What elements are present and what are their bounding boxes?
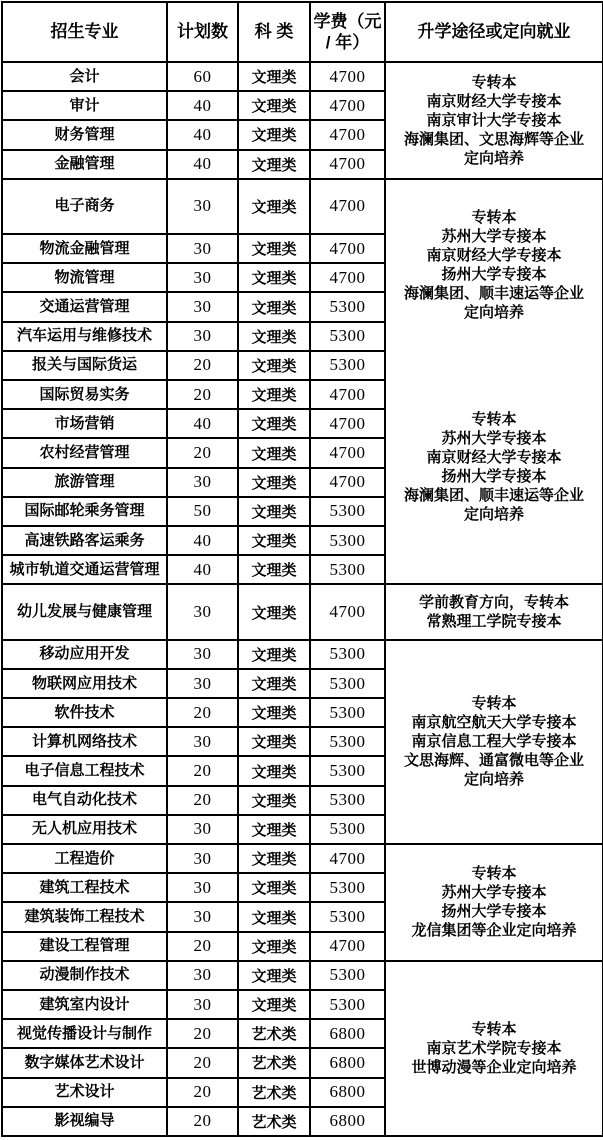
note-cell: [385, 961, 603, 1136]
category-cell: 文理类: [238, 322, 310, 351]
major-cell: 农村经营管理: [2, 438, 167, 467]
note-line: 南京财经大学专接本: [426, 247, 562, 265]
category-cell: 文理类: [238, 438, 310, 467]
fee-cell: 6800: [310, 1107, 385, 1136]
table-row: [2, 640, 603, 669]
note-line: 南京艺术学院专接本: [426, 1039, 562, 1057]
fee-cell: 4700: [310, 234, 385, 263]
plan-cell: 20: [167, 786, 238, 815]
note-cell: [385, 844, 603, 961]
major-cell: 国际邮轮乘务管理: [2, 497, 167, 526]
note-line: 海澜集团、顺丰速运等企业: [403, 285, 584, 303]
plan-cell: 30: [167, 727, 238, 756]
note-line: 学前教育方向，专转本: [418, 594, 569, 612]
category-cell: 艺术类: [238, 1048, 310, 1077]
major-cell: 审计: [2, 91, 167, 120]
fee-cell: 5300: [310, 555, 385, 584]
category-cell: 文理类: [238, 380, 310, 409]
plan-cell: 20: [167, 698, 238, 727]
note-line: 专转本: [471, 1020, 517, 1038]
category-cell: 文理类: [238, 120, 310, 149]
category-cell: 文理类: [238, 990, 310, 1019]
category-cell: 文理类: [238, 584, 310, 639]
major-cell: 艺术设计: [2, 1078, 167, 1107]
note-cell: [385, 640, 603, 844]
fee-cell: 5300: [310, 990, 385, 1019]
note-line: 南京审计大学专接本: [426, 111, 562, 129]
note-line: 文思海辉、通富微电等企业: [403, 752, 584, 770]
category-cell: 艺术类: [238, 1107, 310, 1136]
fee-cell: 4700: [310, 179, 385, 234]
plan-cell: 40: [167, 120, 238, 149]
plan-cell: 30: [167, 179, 238, 234]
major-cell: 建筑室内设计: [2, 990, 167, 1019]
fee-cell: 4700: [310, 263, 385, 292]
fee-cell: 5300: [310, 961, 385, 990]
fee-cell: 5300: [310, 756, 385, 785]
plan-cell: 30: [167, 263, 238, 292]
category-cell: 文理类: [238, 669, 310, 698]
plan-cell: 30: [167, 468, 238, 497]
category-cell: 艺术类: [238, 1019, 310, 1048]
category-cell: 文理类: [238, 179, 310, 234]
note-line: 扬州大学专接本: [441, 468, 547, 486]
table-row: [2, 179, 603, 234]
note-line: 扬州大学专接本: [441, 903, 547, 921]
fee-cell: 5300: [310, 322, 385, 351]
fee-cell: 5300: [310, 727, 385, 756]
category-cell: 文理类: [238, 292, 310, 321]
major-cell: 建筑装饰工程技术: [2, 902, 167, 931]
plan-cell: 20: [167, 1048, 238, 1077]
fee-cell: 5300: [310, 786, 385, 815]
note-line: 定向培养: [463, 304, 524, 322]
plan-cell: 20: [167, 438, 238, 467]
header-major: 招生专业: [2, 2, 167, 62]
table-row: [2, 351, 603, 380]
header-tuition: [310, 2, 385, 62]
category-cell: 文理类: [238, 873, 310, 902]
header-category: 科 类: [238, 2, 310, 62]
note-line: 南京财经大学专接本: [426, 449, 562, 467]
major-cell: 国际贸易实务: [2, 380, 167, 409]
fee-cell: 5300: [310, 351, 385, 380]
fee-cell: 4700: [310, 62, 385, 91]
major-cell: 汽车运用与维修技术: [2, 322, 167, 351]
fee-cell: 4700: [310, 120, 385, 149]
category-cell: 文理类: [238, 786, 310, 815]
major-cell: 电子信息工程技术: [2, 756, 167, 785]
header-plan-count: 计划数: [167, 2, 238, 62]
note-cell: [385, 351, 603, 585]
major-cell: 视觉传播设计与制作: [2, 1019, 167, 1048]
note-line: 龙信集团等企业定向培养: [411, 922, 577, 940]
plan-cell: 30: [167, 990, 238, 1019]
plan-cell: 30: [167, 844, 238, 873]
category-cell: 文理类: [238, 698, 310, 727]
fee-cell: 4700: [310, 150, 385, 179]
category-cell: 文理类: [238, 351, 310, 380]
fee-cell: 5300: [310, 292, 385, 321]
table-row: [2, 844, 603, 873]
plan-cell: 30: [167, 815, 238, 844]
header-tuition-line1: 学费（元: [313, 11, 382, 31]
note-line: 专转本: [471, 73, 517, 91]
category-cell: 文理类: [238, 555, 310, 584]
fee-cell: 4700: [310, 380, 385, 409]
note-line: 世博动漫等企业定向培养: [411, 1058, 577, 1076]
plan-cell: 30: [167, 902, 238, 931]
major-cell: 物联网应用技术: [2, 669, 167, 698]
major-cell: 物流金融管理: [2, 234, 167, 263]
fee-cell: 5300: [310, 698, 385, 727]
category-cell: 文理类: [238, 961, 310, 990]
major-cell: 建筑工程技术: [2, 873, 167, 902]
note-line: 苏州大学专接本: [441, 228, 547, 246]
major-cell: 影视编导: [2, 1107, 167, 1136]
fee-cell: 4700: [310, 91, 385, 120]
category-cell: 艺术类: [238, 1078, 310, 1107]
fee-cell: 5300: [310, 815, 385, 844]
major-cell: 数字媒体艺术设计: [2, 1048, 167, 1077]
category-cell: 文理类: [238, 234, 310, 263]
plan-cell: 40: [167, 409, 238, 438]
note-line: 专转本: [471, 209, 517, 227]
note-line: 南京信息工程大学专接本: [411, 733, 577, 751]
major-cell: 移动应用开发: [2, 640, 167, 669]
plan-cell: 20: [167, 1078, 238, 1107]
note-cell: [385, 62, 603, 179]
note-line: 海澜集团、文思海辉等企业: [403, 130, 584, 148]
header-tuition-line2: / 年）: [325, 33, 370, 52]
plan-cell: 30: [167, 584, 238, 639]
fee-cell: 4700: [310, 409, 385, 438]
category-cell: 文理类: [238, 844, 310, 873]
note-line: 定向培养: [463, 771, 524, 789]
note-line: 专转本: [471, 695, 517, 713]
plan-cell: 20: [167, 932, 238, 961]
fee-cell: 6800: [310, 1048, 385, 1077]
table-row: [2, 584, 603, 639]
plan-cell: 20: [167, 351, 238, 380]
plan-cell: 50: [167, 497, 238, 526]
plan-cell: 30: [167, 292, 238, 321]
category-cell: 文理类: [238, 756, 310, 785]
note-line: 常熟理工学院专接本: [426, 613, 562, 631]
header-pathway: 升学途径或定向就业: [385, 2, 603, 62]
category-cell: 文理类: [238, 932, 310, 961]
major-cell: 幼儿发展与健康管理: [2, 584, 167, 639]
major-cell: 城市轨道交通运营管理: [2, 555, 167, 584]
table-row: [2, 62, 603, 91]
category-cell: 文理类: [238, 727, 310, 756]
fee-cell: 5300: [310, 902, 385, 931]
category-cell: 文理类: [238, 150, 310, 179]
plan-cell: 20: [167, 1019, 238, 1048]
note-line: 南京财经大学专接本: [426, 92, 562, 110]
major-cell: 工程造价: [2, 844, 167, 873]
plan-cell: 40: [167, 555, 238, 584]
note-line: 扬州大学专接本: [441, 266, 547, 284]
table-row: [2, 961, 603, 990]
note-line: 定向培养: [463, 506, 524, 524]
category-cell: 文理类: [238, 263, 310, 292]
fee-cell: 4700: [310, 468, 385, 497]
fee-cell: 4700: [310, 438, 385, 467]
note-line: 专转本: [471, 865, 517, 883]
major-cell: 电气自动化技术: [2, 786, 167, 815]
category-cell: 文理类: [238, 468, 310, 497]
note-line: 专转本: [471, 411, 517, 429]
plan-cell: 30: [167, 873, 238, 902]
fee-cell: 4700: [310, 844, 385, 873]
fee-cell: 5300: [310, 640, 385, 669]
major-cell: 高速铁路客运乘务: [2, 526, 167, 555]
note-cell: [385, 179, 603, 351]
fee-cell: 5300: [310, 526, 385, 555]
major-cell: 财务管理: [2, 120, 167, 149]
major-cell: 电子商务: [2, 179, 167, 234]
category-cell: 文理类: [238, 815, 310, 844]
fee-cell: 5300: [310, 497, 385, 526]
plan-cell: 30: [167, 669, 238, 698]
major-cell: 旅游管理: [2, 468, 167, 497]
note-line: 南京航空航天大学专接本: [411, 714, 577, 732]
fee-cell: 6800: [310, 1019, 385, 1048]
major-cell: 物流管理: [2, 263, 167, 292]
plan-cell: 60: [167, 62, 238, 91]
note-line: 定向培养: [463, 149, 524, 167]
plan-cell: 20: [167, 756, 238, 785]
category-cell: 文理类: [238, 409, 310, 438]
major-cell: 计算机网络技术: [2, 727, 167, 756]
note-line: 海澜集团、顺丰速运等企业: [403, 487, 584, 505]
fee-cell: 4700: [310, 932, 385, 961]
note-line: 苏州大学专接本: [441, 430, 547, 448]
note-line: 苏州大学专接本: [441, 884, 547, 902]
category-cell: 文理类: [238, 91, 310, 120]
plan-cell: 30: [167, 961, 238, 990]
plan-cell: 30: [167, 640, 238, 669]
admission-plan-table: [1, 1, 603, 1137]
category-cell: 文理类: [238, 902, 310, 931]
category-cell: 文理类: [238, 497, 310, 526]
fee-cell: 6800: [310, 1078, 385, 1107]
plan-cell: 30: [167, 322, 238, 351]
major-cell: 交通运营管理: [2, 292, 167, 321]
fee-cell: 5300: [310, 669, 385, 698]
header-row: [2, 2, 603, 62]
major-cell: 建设工程管理: [2, 932, 167, 961]
plan-cell: 20: [167, 380, 238, 409]
plan-cell: 20: [167, 1107, 238, 1136]
major-cell: 无人机应用技术: [2, 815, 167, 844]
plan-cell: 40: [167, 150, 238, 179]
category-cell: 文理类: [238, 640, 310, 669]
plan-cell: 40: [167, 91, 238, 120]
category-cell: 文理类: [238, 526, 310, 555]
fee-cell: 4700: [310, 584, 385, 639]
note-cell: [385, 584, 603, 639]
category-cell: 文理类: [238, 62, 310, 91]
plan-cell: 30: [167, 234, 238, 263]
major-cell: 动漫制作技术: [2, 961, 167, 990]
plan-cell: 40: [167, 526, 238, 555]
table-body: [2, 62, 603, 1136]
major-cell: 报关与国际货运: [2, 351, 167, 380]
major-cell: 软件技术: [2, 698, 167, 727]
major-cell: 市场营销: [2, 409, 167, 438]
fee-cell: 5300: [310, 873, 385, 902]
major-cell: 金融管理: [2, 150, 167, 179]
major-cell: 会计: [2, 62, 167, 91]
